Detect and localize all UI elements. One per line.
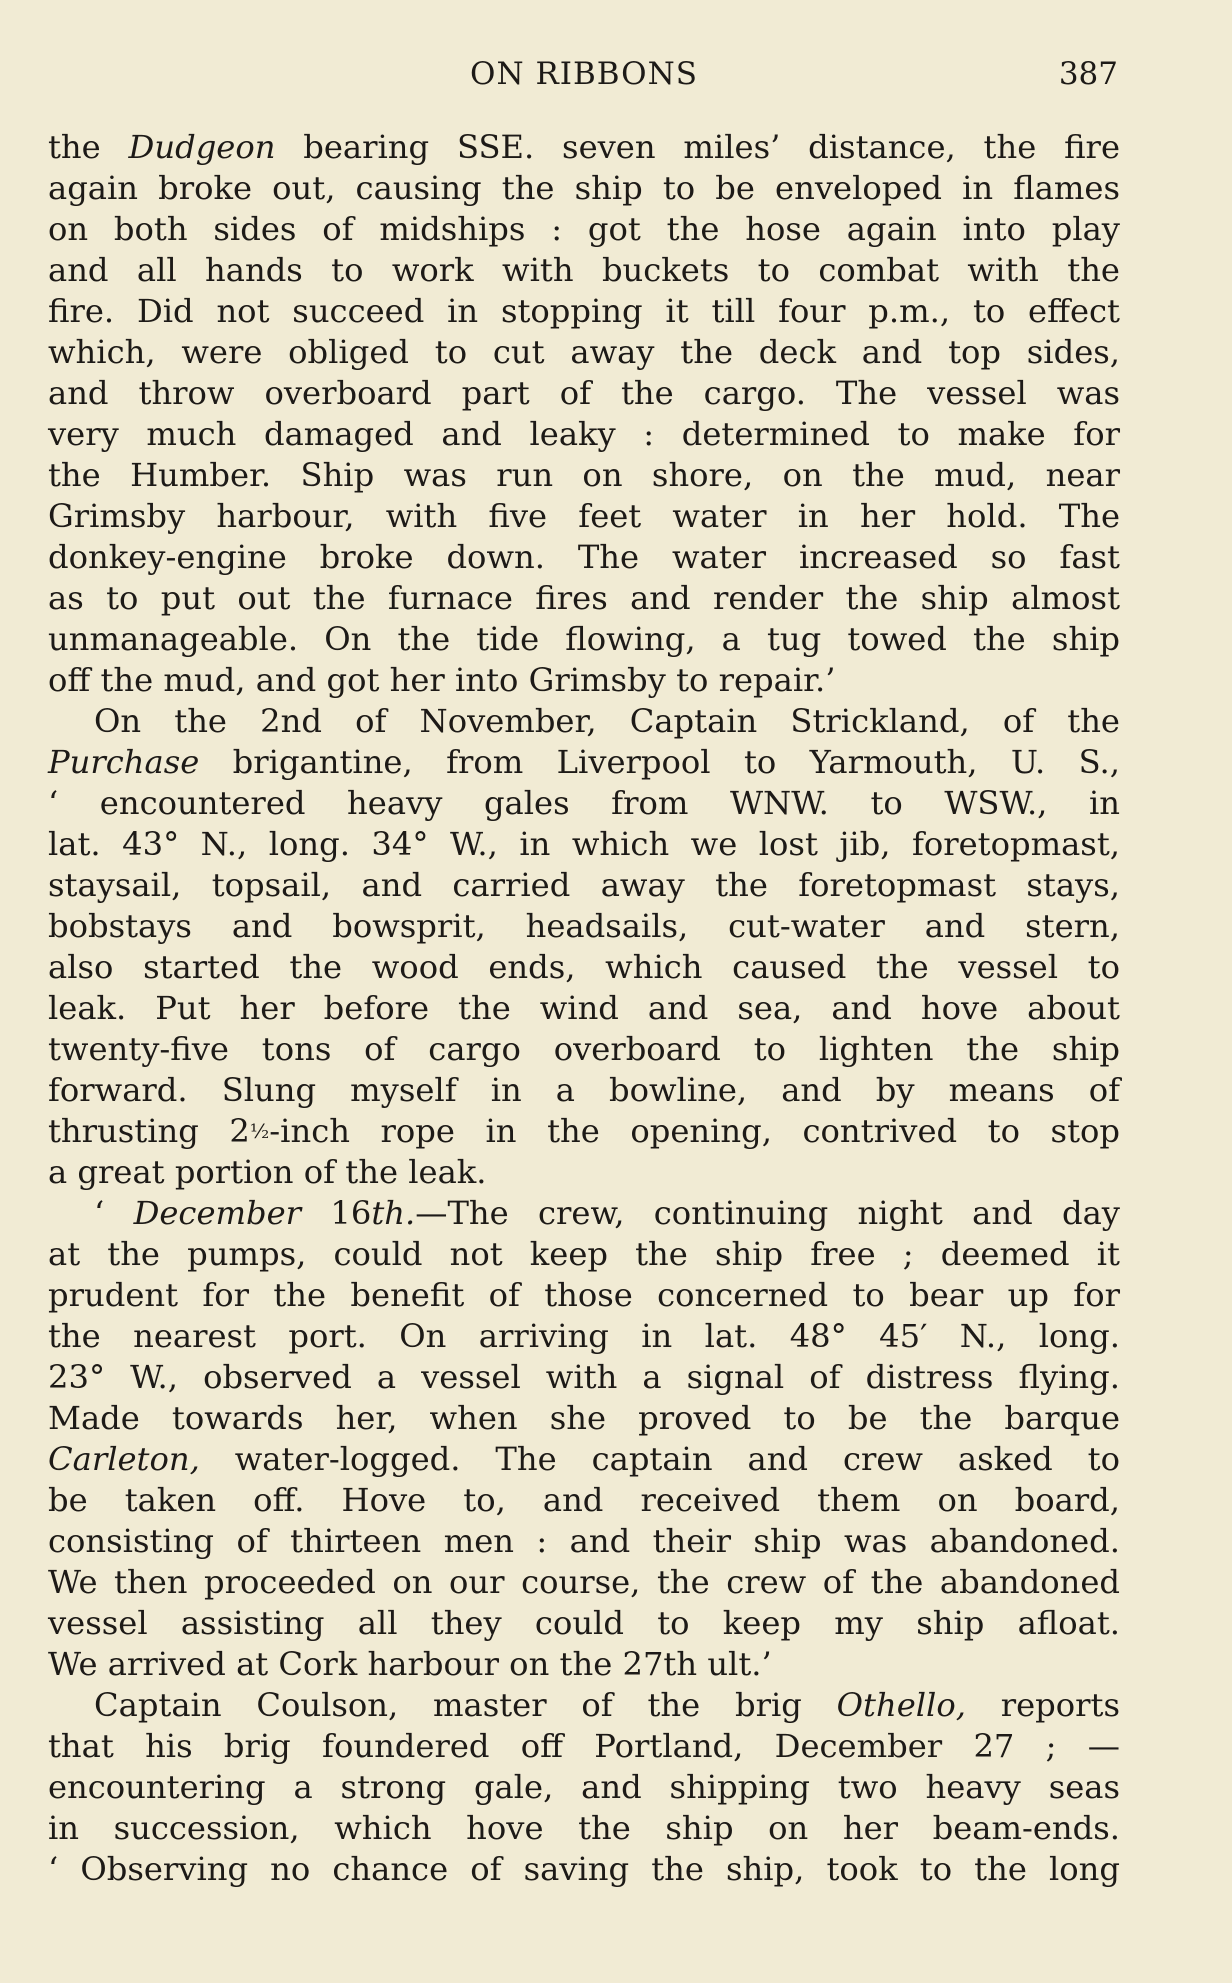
text-line bbox=[48, 1767, 1120, 1808]
text-segment: We then proceeded on our course, the crew of the abandoned bbox=[48, 1563, 1120, 1601]
text-segment: bearing SSE. seven miles’ distance, the fire bbox=[275, 128, 1120, 166]
text-line bbox=[48, 332, 1120, 373]
text-segment: lat. 43° N., long. 34° W., in which we lost jib, foretopmast, bbox=[48, 825, 1120, 863]
text-segment: that his brig foundered off Portland, December 27 ; — bbox=[48, 1727, 1120, 1765]
text-line bbox=[48, 1193, 1120, 1234]
italic-text: th. bbox=[371, 1194, 416, 1232]
text-segment: 16 bbox=[301, 1194, 372, 1232]
text-line bbox=[48, 1070, 1120, 1111]
text-segment: as to put out the furnace fires and render the ship almost bbox=[48, 579, 1120, 617]
text-line bbox=[48, 1439, 1120, 1480]
text-segment: very much damaged and leaky : determined to make for bbox=[48, 415, 1120, 453]
text-line bbox=[48, 373, 1120, 414]
text-segment: twenty-five tons of cargo overboard to lighten the ship bbox=[48, 1030, 1120, 1068]
text-line bbox=[48, 209, 1120, 250]
text-segment: in succession, which hove the ship on her beam-ends. bbox=[48, 1809, 1120, 1847]
text-segment: —The crew, continuing night and day bbox=[415, 1194, 1120, 1232]
text-segment: also started the wood ends, which caused the vessel to bbox=[48, 948, 1120, 986]
text-line bbox=[48, 1808, 1120, 1849]
text-line bbox=[48, 537, 1120, 578]
text-segment: -inch rope in the opening, contrived to stop bbox=[269, 1112, 1120, 1150]
text-line bbox=[48, 1849, 1120, 1890]
text-segment: thrusting 2 bbox=[48, 1112, 250, 1150]
italic-text: Dudgeon bbox=[128, 128, 276, 166]
text-line bbox=[48, 1275, 1120, 1316]
text-line bbox=[48, 1644, 1120, 1685]
text-segment: consisting of thirteen men : and their ship was abandoned. bbox=[48, 1522, 1120, 1560]
text-line bbox=[48, 1357, 1120, 1398]
text-line bbox=[48, 1029, 1120, 1070]
text-line bbox=[48, 1562, 1120, 1603]
text-segment: a great portion of the leak. bbox=[48, 1153, 487, 1191]
body-text bbox=[48, 127, 1120, 1890]
text-segment: water-logged. The captain and crew asked to bbox=[199, 1440, 1120, 1478]
text-segment: at the pumps, could not keep the ship free ; deemed it bbox=[48, 1235, 1120, 1273]
text-segment: which, were obliged to cut away the deck and top sides, bbox=[48, 333, 1120, 371]
fraction-text: ½ bbox=[249, 1119, 270, 1143]
text-line bbox=[48, 1152, 1120, 1193]
text-line bbox=[48, 1603, 1120, 1644]
text-line bbox=[48, 168, 1120, 209]
text-segment: forward. Slung myself in a bowline, and by means of bbox=[48, 1071, 1120, 1109]
text-line bbox=[48, 865, 1120, 906]
text-line bbox=[48, 1111, 1120, 1152]
text-segment: On the 2nd of November, Captain Strickland, of the bbox=[94, 702, 1120, 740]
text-line bbox=[48, 1234, 1120, 1275]
text-line bbox=[48, 660, 1120, 701]
text-line bbox=[48, 1726, 1120, 1767]
text-segment: ‘ encountered heavy gales from WNW. to WSW., in bbox=[48, 784, 1120, 822]
text-segment: brigantine, from Liverpool to Yarmouth, U. S., bbox=[199, 743, 1120, 781]
text-segment: reports bbox=[965, 1686, 1120, 1724]
running-head: ON RIBBONS bbox=[470, 56, 698, 92]
text-segment: and throw overboard part of the cargo. The vessel was bbox=[48, 374, 1120, 412]
italic-text: December bbox=[133, 1194, 302, 1232]
text-segment: the Humber. Ship was run on shore, on the mud, near bbox=[48, 456, 1120, 494]
text-segment: again broke out, causing the ship to be enveloped in flames bbox=[48, 169, 1120, 207]
text-line bbox=[48, 414, 1120, 455]
text-segment: leak. Put her before the wind and sea, and hove about bbox=[48, 989, 1120, 1027]
text-segment: ‘ bbox=[94, 1194, 134, 1232]
text-segment: be taken off. Hove to, and received them on board, bbox=[48, 1481, 1120, 1519]
page-header bbox=[50, 52, 1118, 102]
italic-text: Othello, bbox=[836, 1686, 966, 1724]
italic-text: Purchase bbox=[48, 743, 200, 781]
text-line bbox=[48, 701, 1120, 742]
text-segment: the bbox=[48, 128, 129, 166]
text-line bbox=[48, 578, 1120, 619]
text-line bbox=[48, 1521, 1120, 1562]
text-segment: Made towards her, when she proved to be the barque bbox=[48, 1399, 1120, 1437]
text-line bbox=[48, 619, 1120, 660]
text-segment: vessel assisting all they could to keep my ship afloat. bbox=[48, 1604, 1120, 1642]
text-line bbox=[48, 947, 1120, 988]
text-segment: donkey-engine broke down. The water increased so fast bbox=[48, 538, 1120, 576]
text-segment: off the mud, and got her into Grimsby to repair.’ bbox=[48, 661, 836, 699]
text-line bbox=[48, 250, 1120, 291]
text-segment: ‘ Observing no chance of saving the ship, took to the long bbox=[48, 1850, 1120, 1888]
text-line bbox=[48, 455, 1120, 496]
text-line bbox=[48, 988, 1120, 1029]
italic-text: Carleton, bbox=[48, 1440, 200, 1478]
text-line bbox=[48, 906, 1120, 947]
text-segment: We arrived at Cork harbour on the 27th ult.’ bbox=[48, 1645, 772, 1683]
text-segment: on both sides of midships : got the hose again into play bbox=[48, 210, 1120, 248]
text-line bbox=[48, 783, 1120, 824]
text-segment: the nearest port. On arriving in lat. 48° 45′ N., long. bbox=[48, 1317, 1120, 1355]
text-segment: unmanageable. On the tide flowing, a tug towed the ship bbox=[48, 620, 1120, 658]
text-segment: Captain Coulson, master of the brig bbox=[94, 1686, 837, 1724]
text-line bbox=[48, 1685, 1120, 1726]
text-line bbox=[48, 1480, 1120, 1521]
text-segment: bobstays and bowsprit, headsails, cut-water and stern, bbox=[48, 907, 1120, 945]
text-segment: encountering a strong gale, and shipping two heavy seas bbox=[48, 1768, 1120, 1806]
text-line bbox=[48, 742, 1120, 783]
text-segment: staysail, topsail, and carried away the foretopmast stays, bbox=[48, 866, 1120, 904]
text-line bbox=[48, 496, 1120, 537]
text-segment: prudent for the benefit of those concerned to bear up for bbox=[48, 1276, 1120, 1314]
text-line bbox=[48, 1316, 1120, 1357]
page-number: 387 bbox=[1058, 56, 1118, 92]
text-segment: and all hands to work with buckets to combat with the bbox=[48, 251, 1120, 289]
text-line bbox=[48, 824, 1120, 865]
text-line bbox=[48, 127, 1120, 168]
text-segment: 23° W., observed a vessel with a signal of distress flying. bbox=[48, 1358, 1120, 1396]
text-line bbox=[48, 291, 1120, 332]
text-segment: Grimsby harbour, with five feet water in her hold. The bbox=[48, 497, 1120, 535]
text-segment: fire. Did not succeed in stopping it till four p.m., to effect bbox=[48, 292, 1120, 330]
text-line bbox=[48, 1398, 1120, 1439]
